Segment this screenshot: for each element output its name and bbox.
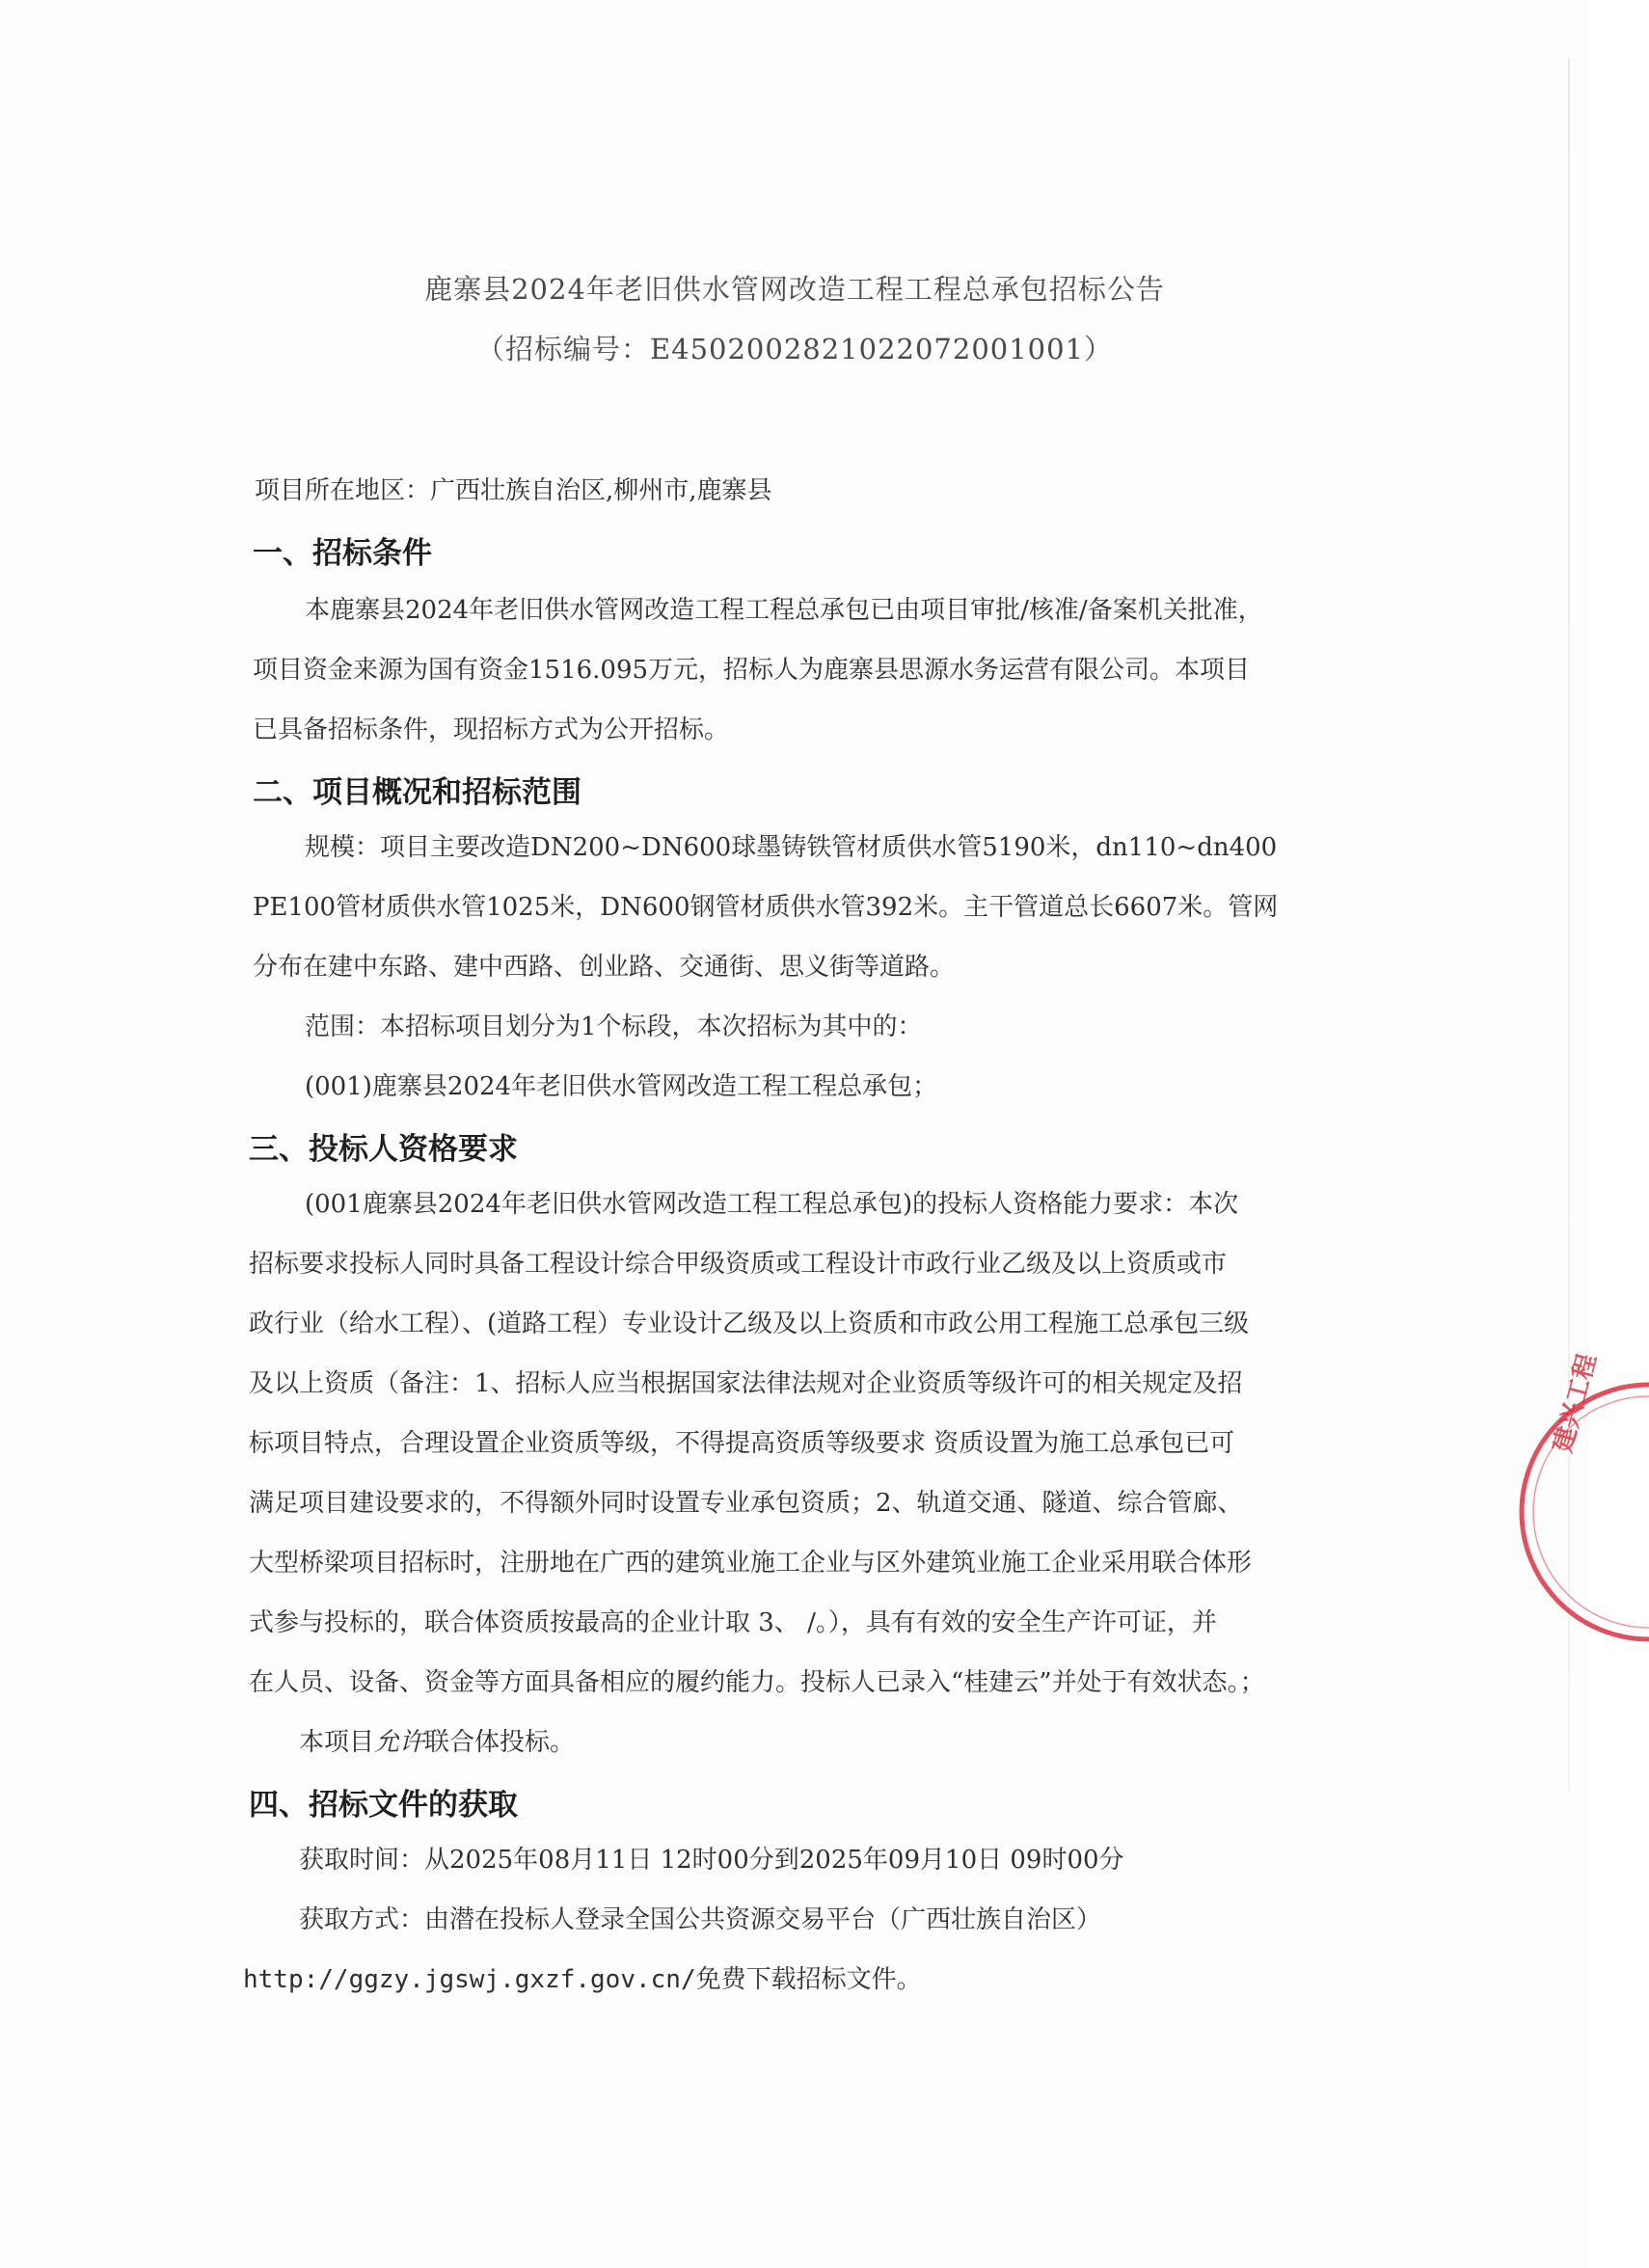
- section-3-line: 招标要求投标人同时具备工程设计综合甲级资质或工程设计市政行业乙级及以上资质或市: [249, 1250, 1228, 1279]
- section-2-line: 分布在建中东路、建中西路、创业路、交通街、思义街等道路。: [253, 953, 956, 982]
- section-3-line: 在人员、设备、资金等方面具备相应的履约能力。投标人已录入“桂建云”并处于有效状态。；: [249, 1668, 1265, 1697]
- acquisition-method: 获取方式：由潜在投标人登录全国公共资源交易平台（广西壮族自治区）: [299, 1905, 1102, 1934]
- section-1-line: 已具备招标条件，现招标方式为公开招标。: [253, 716, 730, 744]
- section-2-line: 规模：项目主要改造DN200~DN600球墨铸铁管材质供水管5190米，dn110~dn400: [305, 833, 1278, 862]
- section-2-line: PE100管材质供水管1025米，DN600钢管材质供水管392米。主干管道总长6607米。管网: [253, 893, 1279, 922]
- section-3-heading: 三、投标人资格要求: [249, 1132, 518, 1167]
- seal-text: 建兴工程: [1548, 1351, 1603, 1456]
- section-3-line: 政行业（给水工程）、(道路工程）专业设计乙级及以上资质和市政公用工程施工总承包三级: [249, 1310, 1250, 1338]
- section-3-line: 大型桥梁项目招标时，注册地在广西的建筑业施工企业与区外建筑业施工企业采用联合体形: [249, 1549, 1253, 1578]
- project-location: 项目所在地区：广西壮族自治区,柳州市,鹿寨县: [255, 476, 772, 505]
- section-1-line: 本鹿寨县2024年老旧供水管网改造工程工程总承包已由项目审批/核准/备案机关批准，: [305, 596, 1263, 625]
- consortium-line: [299, 1722, 575, 1758]
- section-3-line: 标项目特点，合理设置企业资质等级，不得提高资质等级要求 资质设置为施工总承包已可: [249, 1429, 1235, 1458]
- section-3-line: 及以上资质（备注：1、招标人应当根据国家法律法规对企业资质等级许可的相关规定及招: [249, 1369, 1243, 1398]
- download-suffix: 免费下载招标文件。: [695, 1965, 922, 1994]
- download-url: http://ggzy.jgswj.gxzf.gov.cn/: [243, 1965, 696, 1994]
- document-title: 鹿寨县2024年老旧供水管网改造工程工程总承包招标公告: [424, 273, 1165, 306]
- section-1-heading: 一、招标条件: [253, 536, 432, 571]
- download-line: [243, 1959, 922, 1995]
- section-2-line: 范围：本招标项目划分为1个标段，本次招标为其中的：: [305, 1012, 923, 1041]
- section-3-line: 满足项目建设要求的，不得额外同时设置专业承包资质；2、轨道交通、隧道、综合管廊、: [249, 1489, 1243, 1518]
- acquisition-time: 获取时间：从2025年08月11日 12时00分到2025年09月10日 09时00分: [299, 1846, 1124, 1875]
- section-2-line: (001)鹿寨县2024年老旧供水管网改造工程工程总承包；: [305, 1072, 938, 1101]
- consortium-prefix: 本项目: [299, 1728, 375, 1757]
- consortium-suffix: 联合体投标。: [424, 1728, 576, 1757]
- section-2-heading: 二、项目概况和招标范围: [253, 775, 581, 810]
- section-1-line: 项目资金来源为国有资金1516.095万元，招标人为鹿寨县思源水务运营有限公司。本项目: [253, 656, 1251, 685]
- section-3-line: 式参与投标的，联合体资质按最高的企业计取 3、 /。），具有有效的安全生产许可证，并: [249, 1608, 1217, 1637]
- section-4-heading: 四、招标文件的获取: [249, 1788, 518, 1822]
- consortium-allowed: 允许: [374, 1728, 425, 1757]
- tender-number: （招标编号：E4502002821022072001001）: [475, 333, 1114, 365]
- section-3-line: (001鹿寨县2024年老旧供水管网改造工程工程总承包)的投标人资格能力要求：本次: [305, 1190, 1239, 1219]
